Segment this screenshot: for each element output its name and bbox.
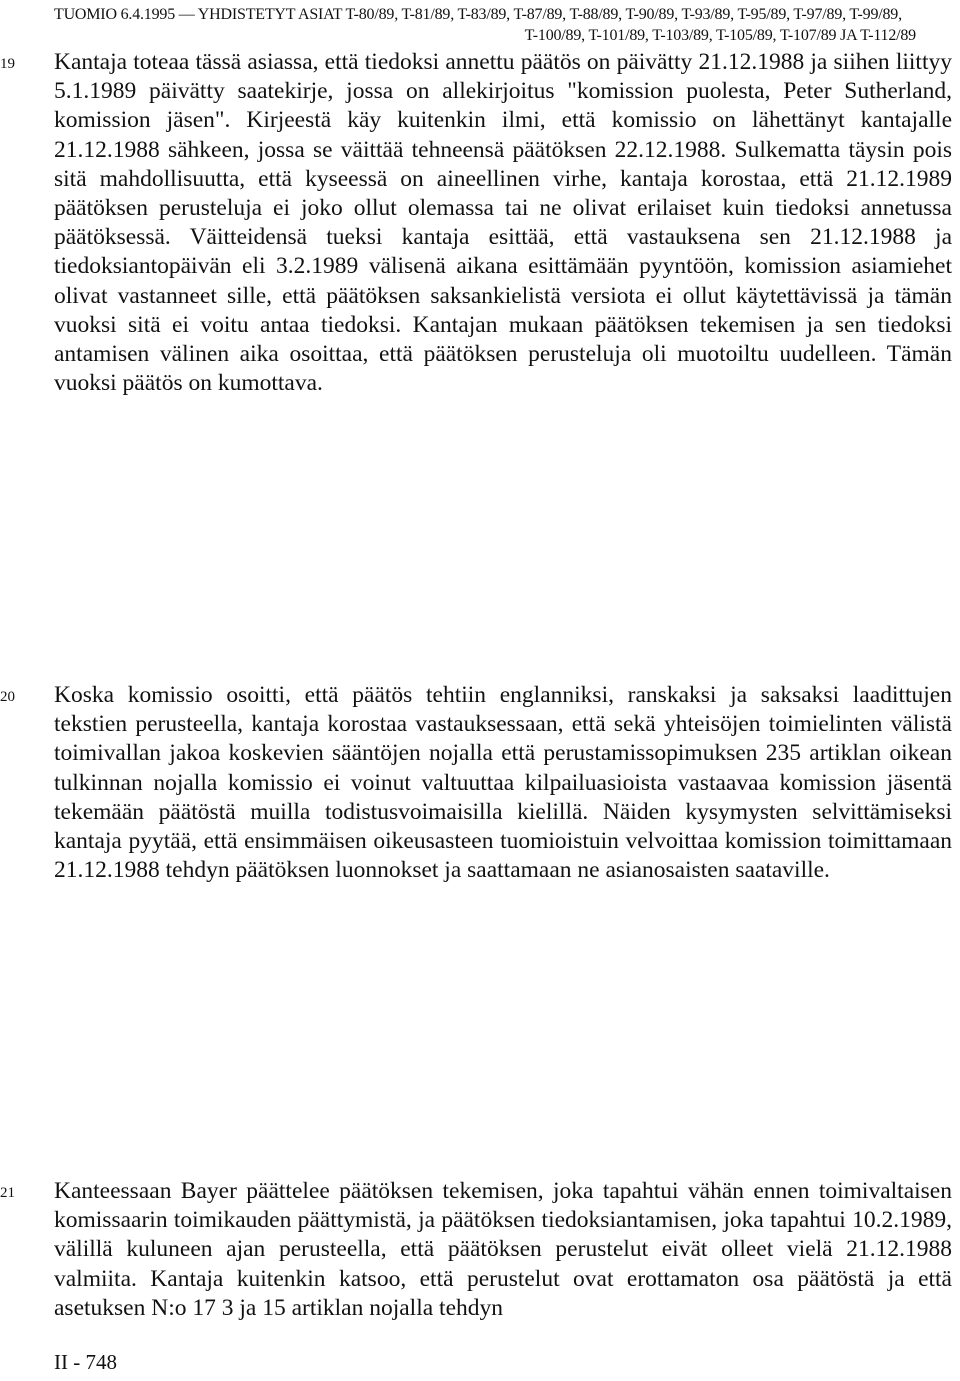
header-case-line-2: T-100/89, T-101/89, T-103/89, T-105/89, T-107/89 JA T-112/89 [524,27,916,44]
paragraph-number: 21 [0,1185,15,1201]
paragraph-number: 20 [0,689,15,705]
header-case-line-1: TUOMIO 6.4.1995 — YHDISTETYT ASIAT T-80/89, T-81/89, T-83/89, T-87/89, T-88/89, T-90/89, T-93/89, T-95/89, T-97/89, T-99/89, [54,6,902,23]
paragraph-number: 19 [0,56,15,72]
paragraph-text: Kantaja toteaa tässä asiassa, että tiedoksi annettu päätös on päivätty 21.12.1988 ja siihen liittyy 5.1.1989 päivätty saatekirje, jossa on allekirjoitus "komission puolesta, Peter Sutherland, komission jäsen". Kirjeestä käy kuitenkin ilmi, että komissio on lähettänyt kantajalle 21.12.1988 sähkeen, jossa se väittää tehneensä päätöksen 22.12.1988. Sulkematta täysin pois sitä mahdollisuutta, että kyseessä on aineellinen virhe, kantaja korostaa, että 21.12.1989 päätöksen perusteluja ei joko ollut olemassa tai ne olivat erilaiset kuin tiedoksi annetussa päätöksessä. Väitteidensä tueksi kantaja esittää, että vastauksena sen 21.12.1988 ja tiedoksiantopäivän eli 3.2.1989 välisenä aikana esittämään pyyntöön, komission asiamiehet olivat vastanneet sille, että päätöksen saksankielistä versiota ei ollut käytettävissä ja tämän vuoksi sitä ei voitu antaa tiedoksi. Kantajan mukaan päätöksen tekemisen ja sen tiedoksi antamisen välinen aika osoittaa, että päätöksen perusteluja oli muotoiltu uudelleen. Tämän vuoksi päätös on kumottava. [54,49,952,397]
paragraph-text: Kanteessaan Bayer päättelee päätöksen tekemisen, joka tapahtui vähän ennen toimivaltaisen komissaarin toimikauden päättymistä, ja päätöksen tiedoksiantamisen, joka tapahtui 10.2.1989, välillä kuluneen ajan perusteella, että päätöksen perustelut eivät olleet vielä 21.12.1988 valmiita. Kantaja kuitenkin katsoo, että perustelut ovat erottamaton osa päätöstä ja että asetuksen N:o 17 3 ja 15 artiklan nojalla tehdyn [54,1178,952,1321]
paragraph-text: Koska komissio osoitti, että päätös tehtiin englanniksi, ranskaksi ja saksaksi laadittujen tekstien perusteella, kantaja korostaa vastauksessaan, että sekä yhteisöjen toimielinten välistä toimivallan jakoa koskevien sääntöjen nojalla että perustamissopimuksen 235 artiklan oikean tulkinnan nojalla komissio ei voinut valtuuttaa kilpailuasioista vastaavaa komission jäsentä tekemään päätöstä muilla todistusvoimaisilla kielillä. Näiden kysymysten selvittämiseksi kantaja pyytää, että ensimmäisen oikeusasteen tuomioistuin velvoittaa komission toimittamaan 21.12.1988 tehdyn päätöksen luonnokset ja saattamaan ne asianosaisten saataville. [54,682,952,884]
page-number: II - 748 [54,1350,117,1374]
